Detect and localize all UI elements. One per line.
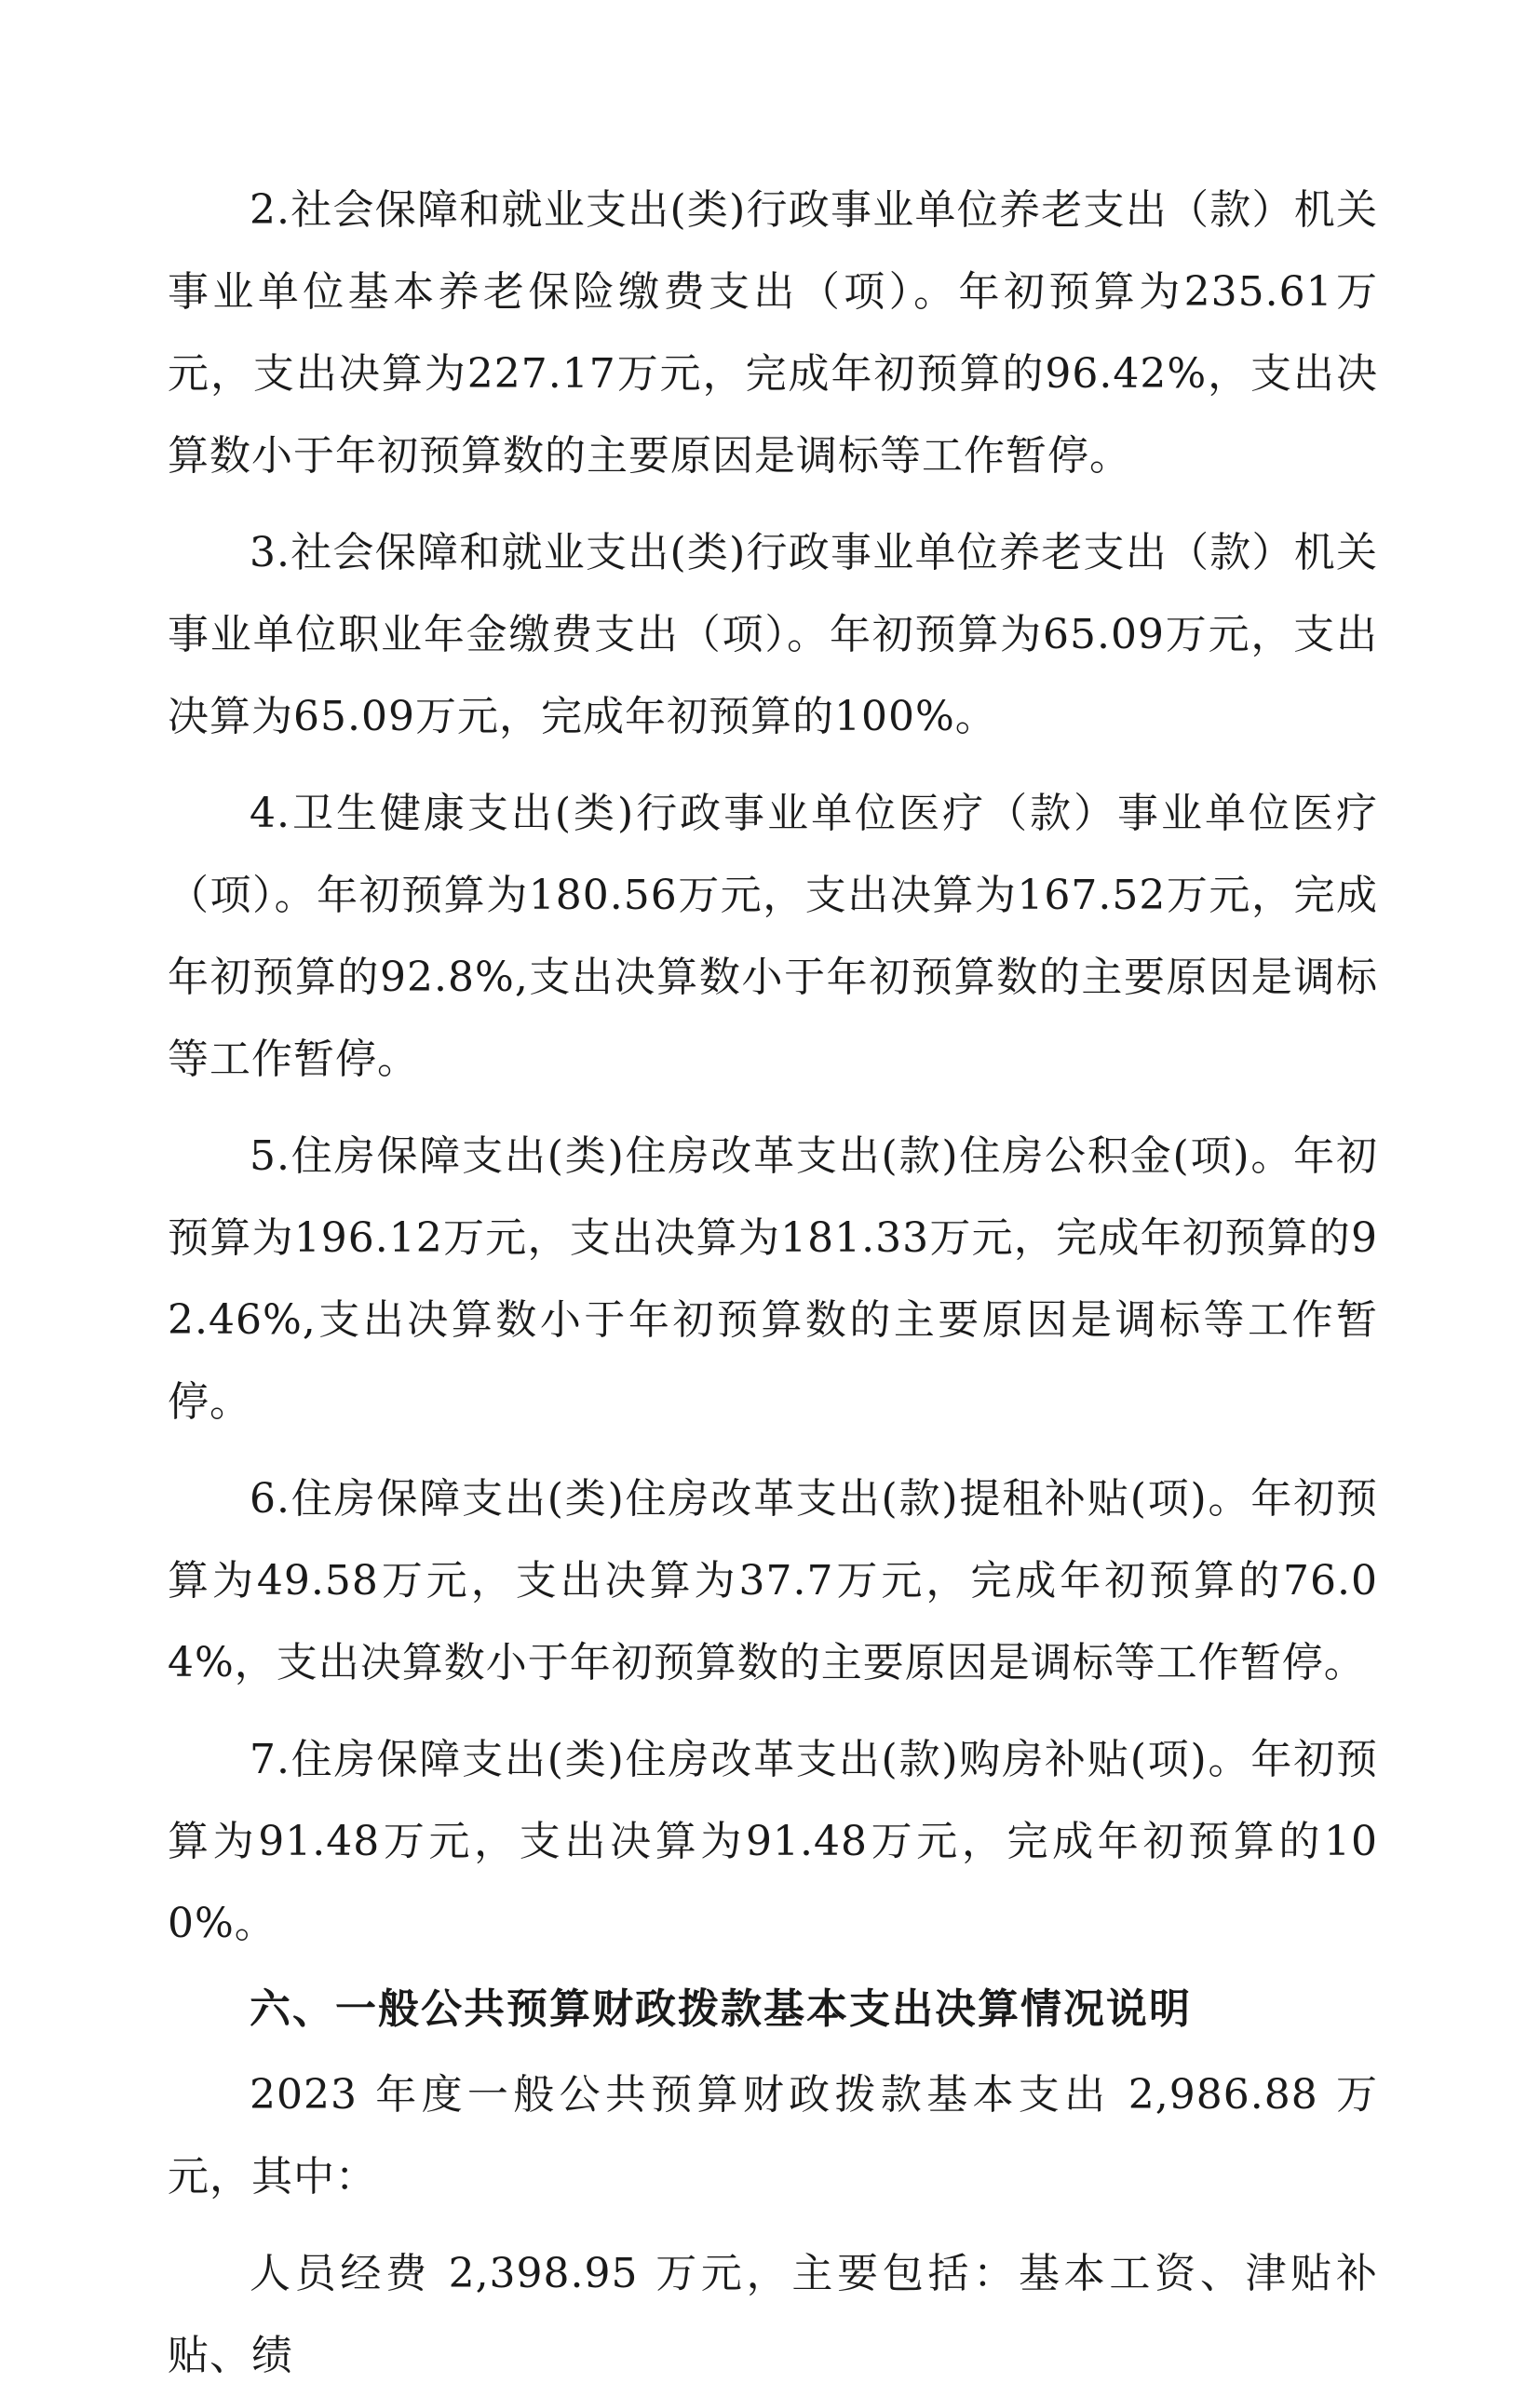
paragraph-item-5: 5.住房保障支出(类)住房改革支出(款)住房公积金(项)。年初预算为196.12万元，支出决算为181.33万元，完成年初预算的92.46%,支出决算数小于年初预算数的主要原因是调标等工作暂停。: [168, 1132, 1378, 1426]
section-heading: 六、一般公共预算财政拨款基本支出决算情况说明: [250, 1985, 1192, 2033]
paragraph-item-3: 3.社会保障和就业支出(类)行政事业单位养老支出（款）机关事业单位职业年金缴费支出（项）。年初预算为65.09万元，支出决算为65.09万元，完成年初预算的100%。: [168, 529, 1378, 740]
paragraph-item-2: 2.社会保障和就业支出(类)行政事业单位养老支出（款）机关事业单位基本养老保险缴费支出（项）。年初预算为235.61万元，支出决算为227.17万元，完成年初预算的96.42%，支出决算数小于年初预算数的主要原因是调标等工作暂停。: [168, 186, 1378, 480]
paragraph-item-6: 6.住房保障支出(类)住房改革支出(款)提租补贴(项)。年初预算为49.58万元，支出决算为37.7万元，完成年初预算的76.04%，支出决算数小于年初预算数的主要原因是调标等工作暂停。: [168, 1475, 1378, 1686]
summary-paragraph: 2023 年度一般公共预算财政拨款基本支出 2,986.88 万元，其中：: [168, 2071, 1378, 2201]
personnel-paragraph: 人员经费 2,398.95 万元，主要包括：基本工资、津贴补贴、绩: [168, 2250, 1378, 2379]
document-body: [168, 169, 1378, 2397]
paragraph-item-7: 7.住房保障支出(类)住房改革支出(款)购房补贴(项)。年初预算为91.48万元，支出决算为91.48万元，完成年初预算的100%。: [168, 1736, 1378, 1947]
paragraph-item-4: 4.卫生健康支出(类)行政事业单位医疗（款）事业单位医疗（项）。年初预算为180.56万元，支出决算为167.52万元，完成年初预算的92.8%,支出决算数小于年初预算数的主要原因是调标等工作暂停。: [168, 790, 1378, 1083]
